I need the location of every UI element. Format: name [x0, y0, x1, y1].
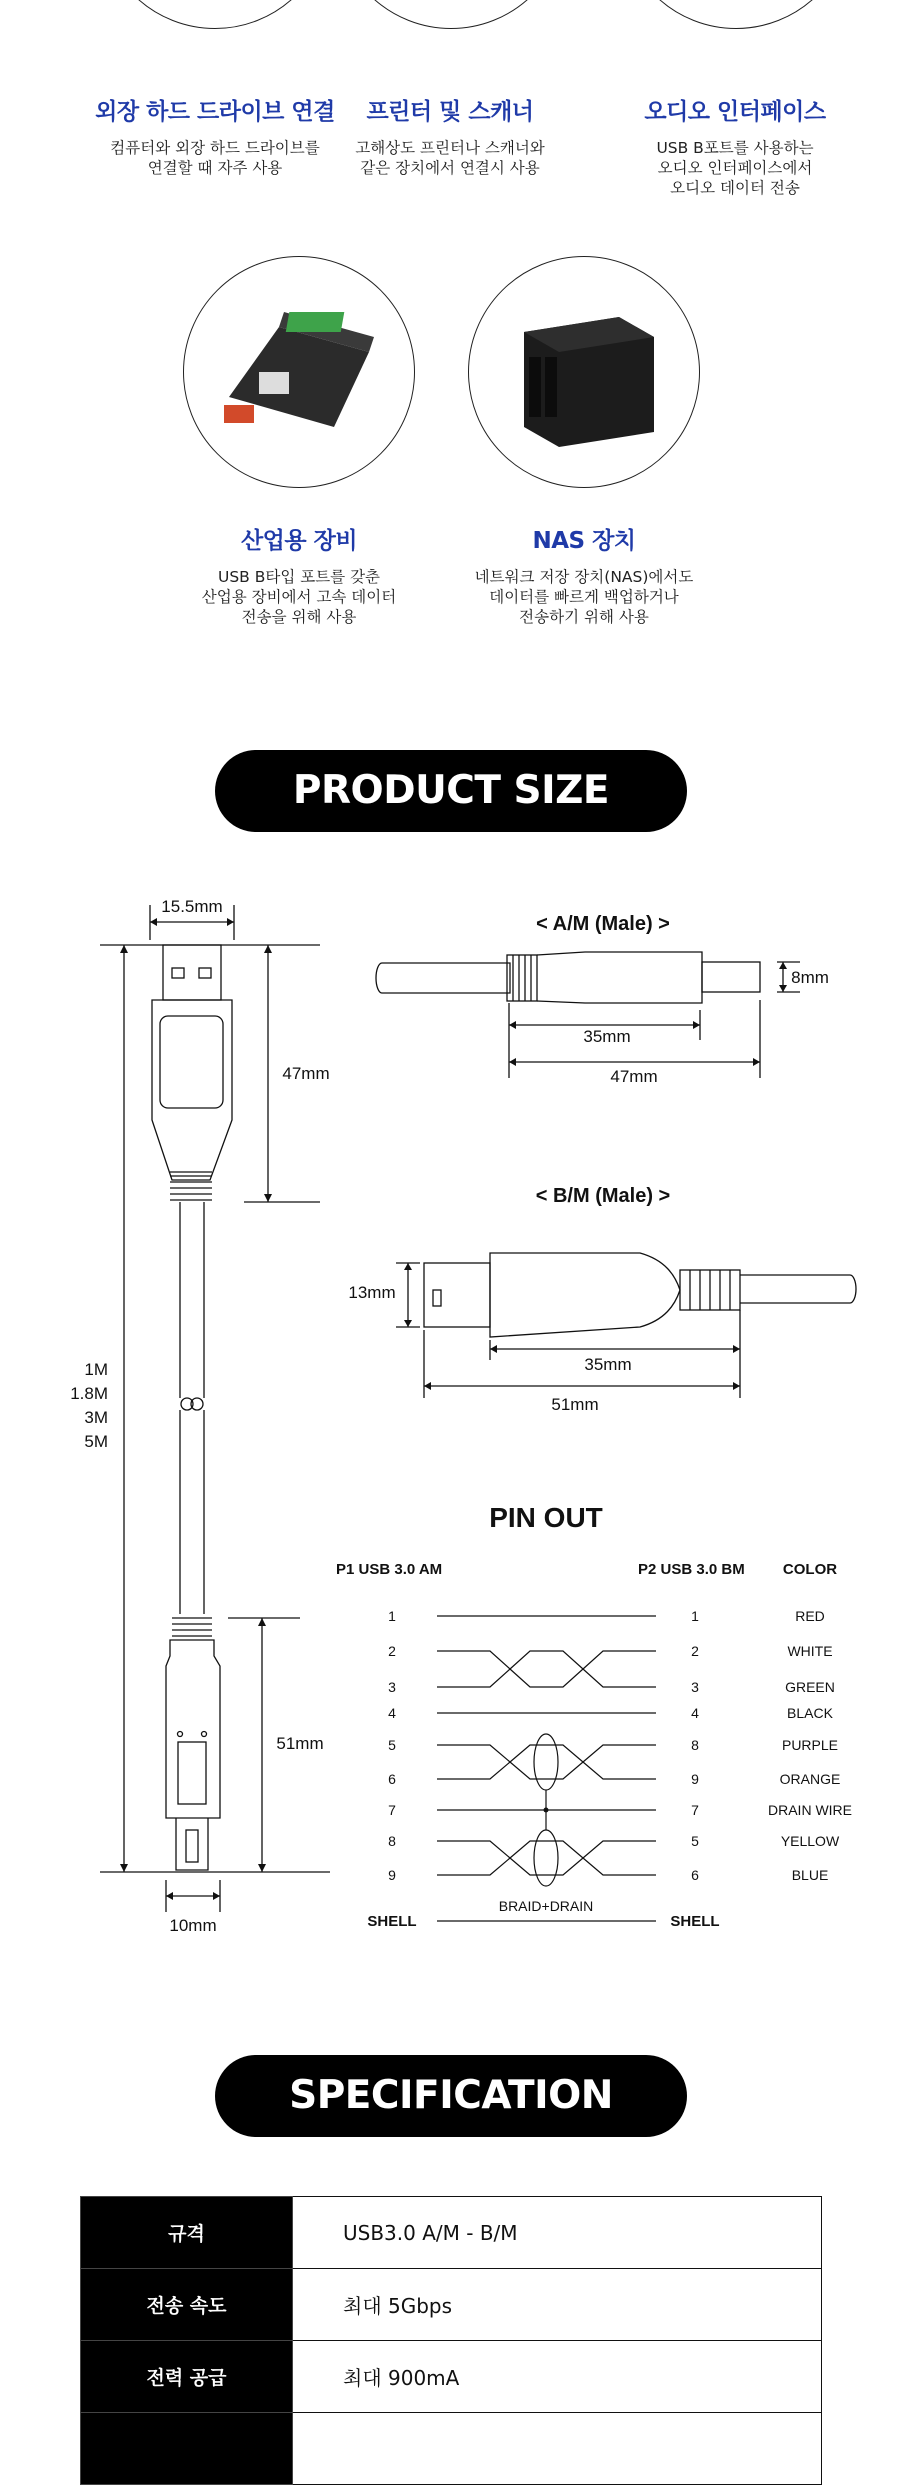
use-desc-hdd: 컴퓨터와 외장 하드 드라이브를 연결할 때 자주 사용: [110, 139, 320, 177]
pin-color: YELLOW: [780, 1833, 840, 1849]
pin-color: WHITE: [787, 1643, 833, 1659]
pinout-wiring: [437, 1616, 656, 1921]
use-desc-audio: USB B포트를 사용하는 오디오 인터페이스에서 오디오 데이터 전송: [656, 139, 814, 197]
use-desc-industrial: USB B타입 포트를 갖춘 산업용 장비에서 고속 데이터 전송을 위해 사용: [201, 568, 397, 626]
dim-width-b: 10mm: [169, 1916, 217, 1935]
pinout-color-header: COLOR: [782, 1561, 838, 1578]
product-size-diagram: [0, 880, 900, 1980]
pin-right: 4: [691, 1705, 699, 1721]
use-desc-nas: 네트워크 저장 장치(NAS)에서도 데이터를 빠르게 백업하거나 전송하기 위해 사용: [474, 568, 694, 626]
product-size-heading: PRODUCT SIZE: [215, 750, 687, 832]
pinout-braid-label: BRAID+DRAIN: [498, 1898, 594, 1914]
pin-right: 2: [691, 1643, 699, 1659]
dim-length-b: 51mm: [276, 1734, 324, 1753]
cable-length-3: 3M: [84, 1408, 108, 1427]
pin-right: 9: [691, 1771, 699, 1787]
pin-left: 6: [388, 1771, 396, 1787]
bm-total-length: 51mm: [551, 1395, 599, 1414]
pinout-title: PIN OUT: [489, 1502, 603, 1533]
bm-height: 13mm: [348, 1283, 396, 1302]
pin-left: 9: [388, 1867, 396, 1883]
spec-table: [80, 2196, 822, 2485]
pin-color: BLACK: [787, 1705, 833, 1721]
pin-right: 6: [691, 1867, 699, 1883]
bm-title: < B/M (Male) >: [535, 1185, 671, 1207]
pin-left: 1: [388, 1608, 396, 1624]
pin-color: BLUE: [791, 1867, 829, 1883]
pin-left: 7: [388, 1802, 396, 1818]
spec-row: [81, 2197, 822, 2269]
pinout-p1-label: P1 USB 3.0 AM: [336, 1561, 443, 1578]
cable-length-2: 1.8M: [70, 1384, 108, 1403]
spec-value: 최대 900mA: [293, 2341, 822, 2413]
use-title-printer: 프린터 및 스캐너: [366, 99, 534, 125]
use-title-industrial: 산업용 장비: [240, 528, 358, 554]
dim-width-a: 15.5mm: [161, 897, 223, 916]
pin-color: RED: [795, 1608, 825, 1624]
printer-image-circle: [335, 0, 567, 29]
spec-key: 규격: [81, 2197, 293, 2269]
dim-length-a: 47mm: [282, 1064, 330, 1083]
spec-key: 전력 공급: [81, 2341, 293, 2413]
industrial-device-icon: [184, 257, 415, 488]
spec-value: USB3.0 A/M - B/M: [293, 2197, 822, 2269]
pin-right: 7: [691, 1802, 699, 1818]
pin-right: 5: [691, 1833, 699, 1849]
pin-left: 5: [388, 1737, 396, 1753]
spec-row: [81, 2341, 822, 2413]
pin-color: GREEN: [785, 1679, 835, 1695]
pin-left: 4: [388, 1705, 396, 1721]
spec-key: 전송 속도: [81, 2269, 293, 2341]
pin-left: 2: [388, 1643, 396, 1659]
pin-color: ORANGE: [779, 1771, 841, 1787]
pin-right: 1: [691, 1608, 699, 1624]
pinout-p2-label: P2 USB 3.0 BM: [638, 1561, 745, 1578]
am-height: 8mm: [791, 968, 829, 987]
pinout-shell-right: SHELL: [670, 1913, 720, 1930]
use-title-audio: 오디오 인터페이스: [644, 99, 826, 125]
audio-image-circle: [620, 0, 852, 29]
hdd-image-circle: [99, 0, 331, 29]
cable-length-1: 1M: [84, 1360, 108, 1379]
pin-left: 3: [388, 1679, 396, 1695]
am-title: < A/M (Male) >: [536, 913, 670, 935]
use-title-nas: NAS 장치: [532, 528, 636, 554]
spec-value-partial: [293, 2413, 822, 2485]
specification-heading: SPECIFICATION: [215, 2055, 687, 2137]
spec-row: [81, 2413, 822, 2485]
nas-image-circle: [468, 256, 700, 488]
pin-right: 3: [691, 1679, 699, 1695]
bm-inner-length: 35mm: [584, 1355, 632, 1374]
pin-right: 8: [691, 1737, 699, 1753]
pin-color: PURPLE: [781, 1737, 839, 1753]
am-inner-length: 35mm: [583, 1027, 631, 1046]
spec-key-partial: [81, 2413, 293, 2485]
use-title-hdd: 외장 하드 드라이브 연결: [95, 99, 335, 125]
am-total-length: 47mm: [610, 1067, 658, 1086]
industrial-image-circle: [183, 256, 415, 488]
spec-row: [81, 2269, 822, 2341]
cable-length-4: 5M: [84, 1432, 108, 1451]
nas-device-icon: [469, 257, 700, 488]
use-desc-printer: 고해상도 프린터나 스캐너와 같은 장치에서 연결시 사용: [355, 139, 545, 177]
pinout-shell-left: SHELL: [367, 1913, 417, 1930]
pin-left: 8: [388, 1833, 396, 1849]
pin-color: DRAIN WIRE: [768, 1802, 852, 1818]
spec-value: 최대 5Gbps: [293, 2269, 822, 2341]
